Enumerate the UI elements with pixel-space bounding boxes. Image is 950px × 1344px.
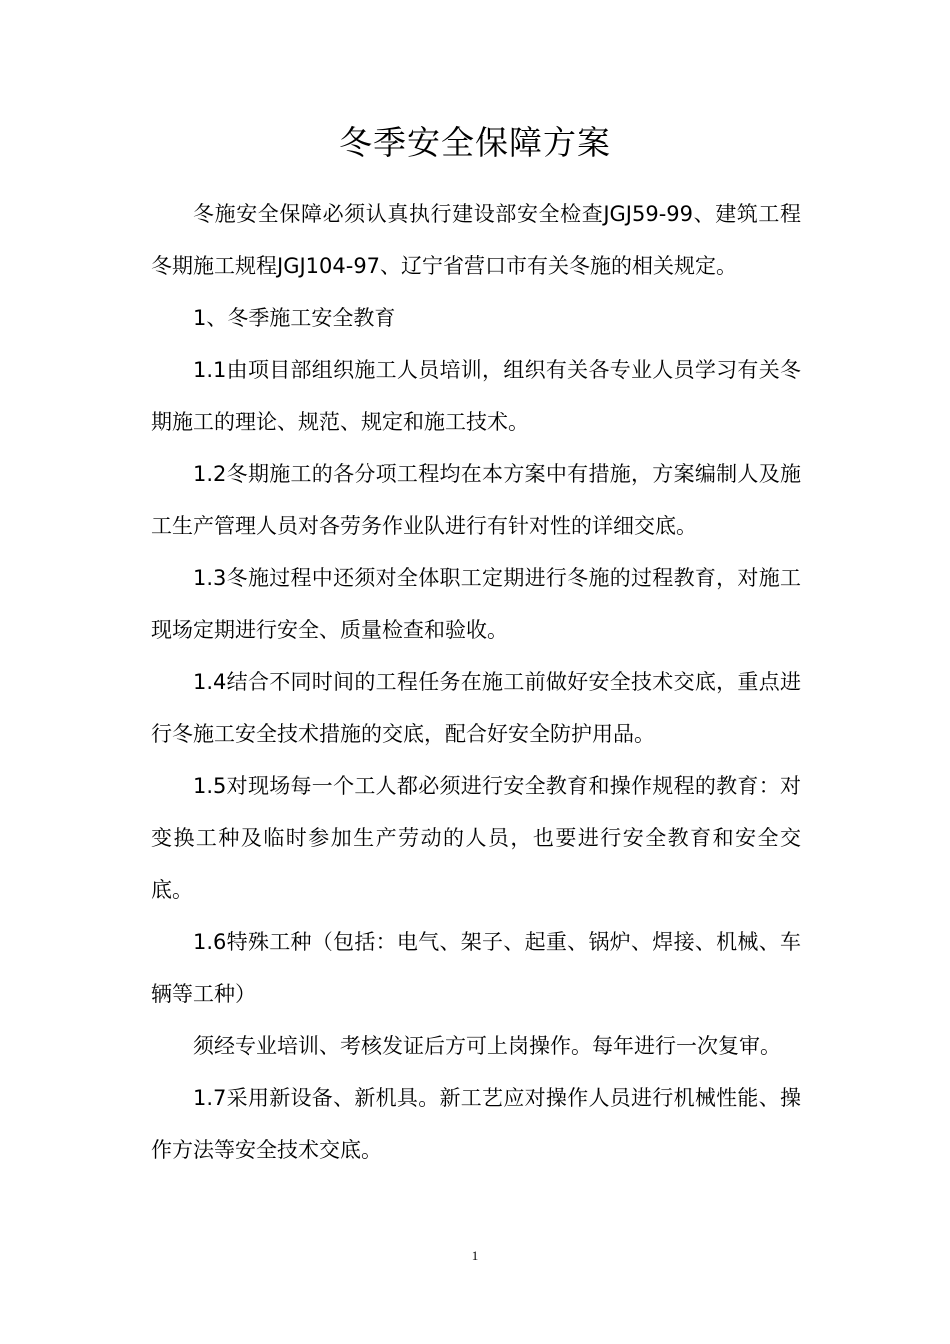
paragraph-1-7: 1.7采用新设备、新机具。新工艺应对操作人员进行机械性能、操作方法等安全技术交底。 — [151, 1086, 801, 1162]
paragraph-1-2: 1.2冬期施工的各分项工程均在本方案中有措施，方案编制人及施工生产管理人员对各劳务作业队进行有针对性的详细交底。 — [151, 462, 801, 538]
paragraph-1-6-continued: 须经专业培训、考核发证后方可上岗操作。每年进行一次复审。 — [193, 1034, 781, 1058]
document-title: 冬季安全保障方案 — [339, 123, 611, 162]
paragraph-1-1: 1.1由项目部组织施工人员培训，组织有关各专业人员学习有关冬期施工的理论、规范、规定和施工技术。 — [151, 358, 801, 434]
document-body — [151, 188, 801, 1176]
page-number: 1 — [471, 1248, 479, 1263]
paragraph-1-3: 1.3冬施过程中还须对全体职工定期进行冬施的过程教育，对施工现场定期进行安全、质量检查和验收。 — [151, 566, 801, 642]
paragraph-intro: 冬施安全保障必须认真执行建设部安全检查JGJ59-99、建筑工程冬期施工规程JGJ104-97、辽宁省营口市有关冬施的相关规定。 — [151, 202, 801, 278]
paragraph-1-5: 1.5对现场每一个工人都必须进行安全教育和操作规程的教育：对变换工种及临时参加生产劳动的人员，也要进行安全教育和安全交底。 — [151, 774, 801, 902]
section-heading-safety-education: 1、冬季施工安全教育 — [193, 306, 396, 330]
paragraph-1-6: 1.6特殊工种（包括：电气、架子、起重、锅炉、焊接、机械、车辆等工种） — [151, 930, 801, 1006]
paragraph-1-4: 1.4结合不同时间的工程任务在施工前做好安全技术交底，重点进行冬施工安全技术措施的交底，配合好安全防护用品。 — [151, 670, 801, 746]
